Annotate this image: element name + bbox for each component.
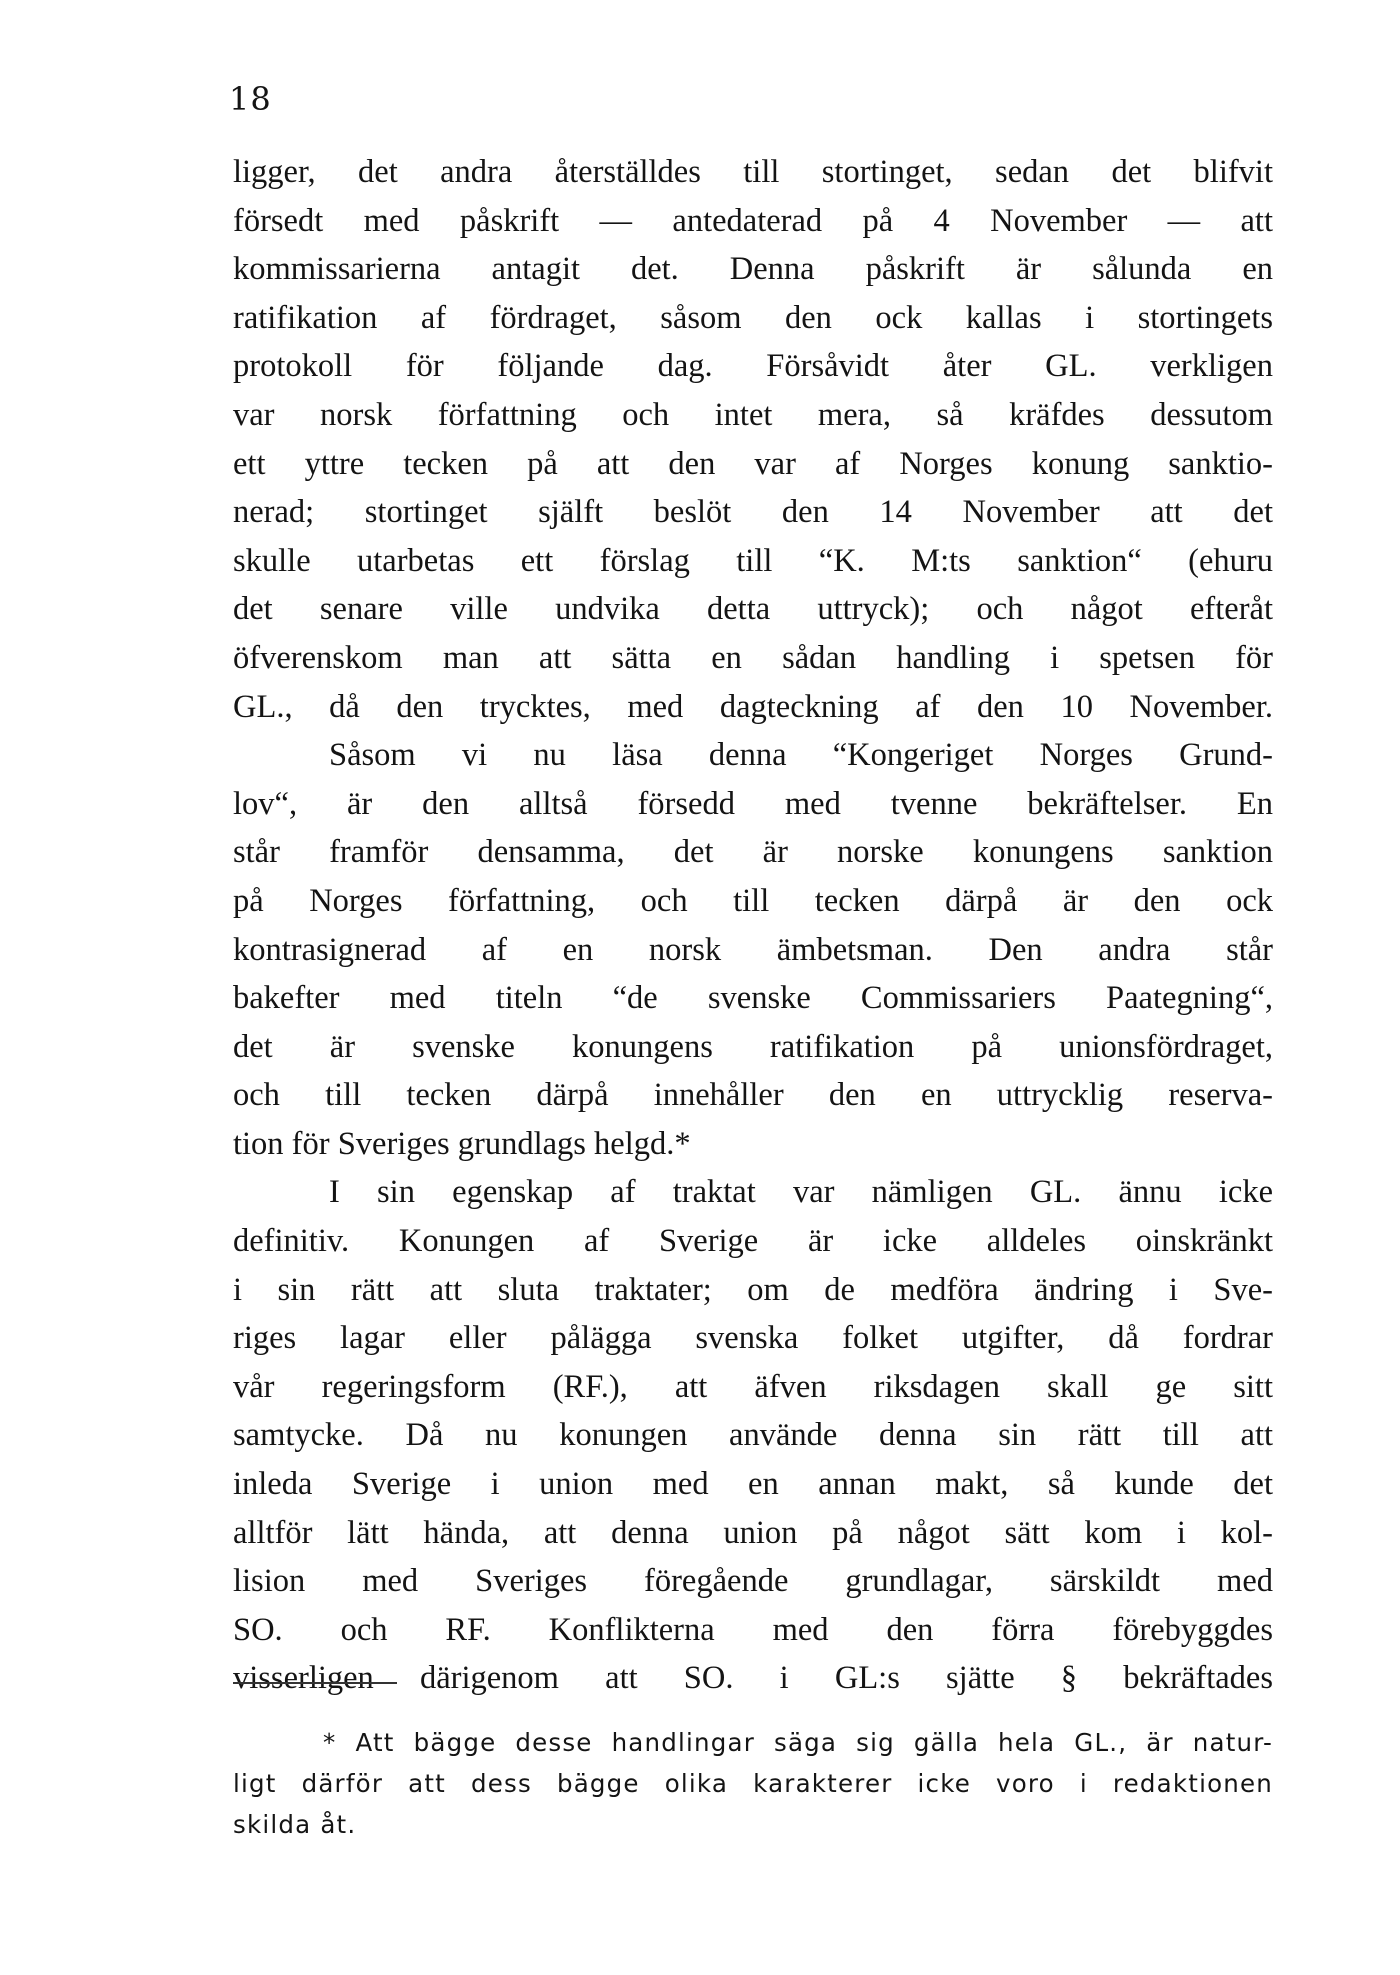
body-line: lision med Sveriges föregående grundlagar, särskildt med bbox=[233, 1563, 1273, 1600]
body-line: inleda Sverige i union med en annan makt, så kunde det bbox=[233, 1466, 1273, 1503]
body-line: tion för Sveriges grundlags helgd.* bbox=[233, 1125, 691, 1162]
body-line: nerad; stortinget själft beslöt den 14 November att det bbox=[233, 494, 1273, 531]
footnote-line: ligt därför att dess bägge olika karakterer icke voro i redaktionen bbox=[233, 1769, 1273, 1798]
body-line: var norsk författning och intet mera, så kräfdes dessutom bbox=[233, 396, 1273, 433]
body-line: skulle utarbetas ett förslag till “K. M:ts sanktion“ (ehuru bbox=[233, 542, 1273, 579]
footnote-divider bbox=[233, 1682, 397, 1684]
body-text bbox=[233, 148, 1273, 1703]
body-line: står framför densamma, det är norske konungens sanktion bbox=[233, 834, 1273, 871]
body-line: definitiv. Konungen af Sverige är icke alldeles oinskränkt bbox=[233, 1223, 1273, 1260]
body-line: i sin rätt att sluta traktater; om de medföra ändring i Sve- bbox=[233, 1271, 1273, 1308]
body-line: Såsom vi nu läsa denna “Kongeriget Norges Grund- bbox=[329, 737, 1273, 774]
body-line: GL., då den trycktes, med dagteckning af den 10 November. bbox=[233, 688, 1273, 725]
body-line: lov“, är den alltså försedd med tvenne bekräftelser. En bbox=[233, 785, 1273, 822]
body-line: det senare ville undvika detta uttryck); och något efteråt bbox=[233, 591, 1273, 628]
body-line: visserligen därigenom att SO. i GL:s sjätte § bekräftades bbox=[233, 1660, 1273, 1697]
body-line: öfverenskom man att sätta en sådan handling i spetsen för bbox=[233, 639, 1273, 676]
footnote-line: skilda åt. bbox=[233, 1810, 357, 1839]
body-line: bakefter med titeln “de svenske Commissariers Paategning“, bbox=[233, 980, 1273, 1017]
page-number: 18 bbox=[229, 80, 272, 118]
body-line: ett yttre tecken på att den var af Norges konung sanktio- bbox=[233, 445, 1273, 482]
body-line: och till tecken därpå innehåller den en uttrycklig reserva- bbox=[233, 1077, 1273, 1114]
body-line: det är svenske konungens ratifikation på unionsfördraget, bbox=[233, 1028, 1273, 1065]
body-line: kontrasignerad af en norsk ämbetsman. Den andra står bbox=[233, 931, 1273, 968]
body-line: protokoll för följande dag. Försåvidt åter GL. verkligen bbox=[233, 348, 1273, 385]
body-line: riges lagar eller pålägga svenska folket utgifter, då fordrar bbox=[233, 1320, 1273, 1357]
body-line: vår regeringsform (RF.), att äfven riksdagen skall ge sitt bbox=[233, 1368, 1273, 1405]
body-line: samtycke. Då nu konungen använde denna sin rätt till att bbox=[233, 1417, 1273, 1454]
body-line: ratifikation af fördraget, såsom den ock kallas i stortingets bbox=[233, 299, 1273, 336]
footnote-line: * Att bägge desse handlingar säga sig gälla hela GL., är natur- bbox=[323, 1728, 1273, 1757]
body-line: kommissarierna antagit det. Denna påskrift är sålunda en bbox=[233, 251, 1273, 288]
footnote bbox=[233, 1722, 1273, 1845]
body-line: på Norges författning, och till tecken därpå är den ock bbox=[233, 882, 1273, 919]
body-line: I sin egenskap af traktat var nämligen GL. ännu icke bbox=[329, 1174, 1273, 1211]
body-line: alltför lätt hända, att denna union på något sätt kom i kol- bbox=[233, 1514, 1273, 1551]
body-line: försedt med påskrift — antedaterad på 4 November — att bbox=[233, 202, 1273, 239]
body-line: ligger, det andra återställdes till stortinget, sedan det blifvit bbox=[233, 154, 1273, 190]
body-line: SO. och RF. Konflikterna med den förra förebyggdes bbox=[233, 1611, 1273, 1648]
